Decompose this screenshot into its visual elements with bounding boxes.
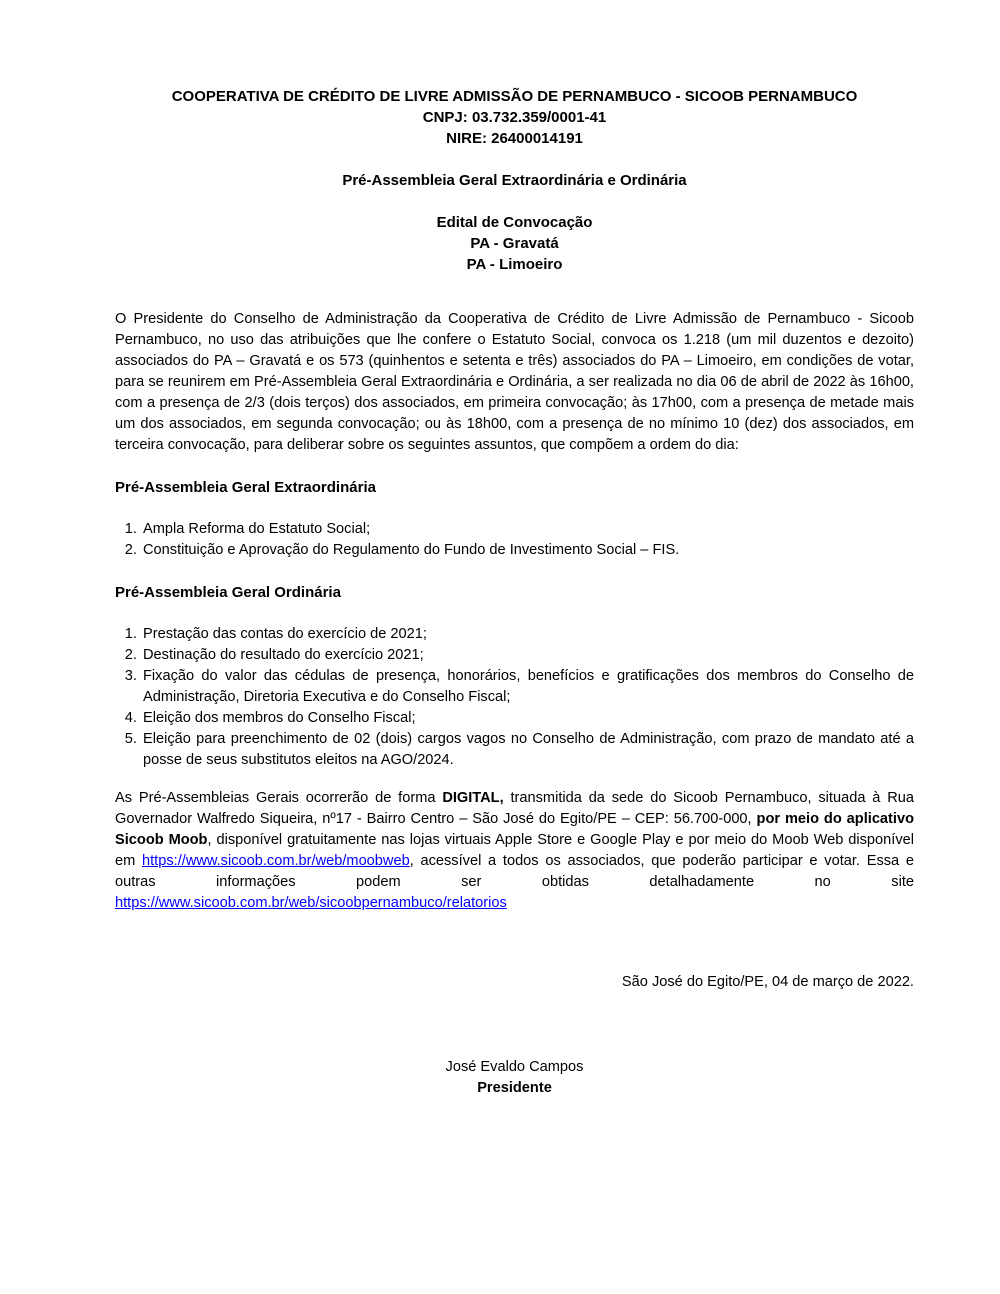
pa-limoeiro-line: PA - Limoeiro [466,256,563,273]
agenda-list-ordinaria [115,624,914,771]
meeting-title: Pré-Assembleia Geral Extraordinária e Ordinária [342,172,687,189]
digital-bold-word: DIGITAL, [442,790,504,806]
agenda-item: 1. Ampla Reforma do Estatuto Social; [141,519,914,540]
edital-block [115,212,914,275]
section-heading-ordinaria: Pré-Assembleia Geral Ordinária [115,584,341,601]
agenda-list-extraordinaria [115,519,914,561]
pa-gravata-line: PA - Gravatá [470,235,559,252]
intro-paragraph: O Presidente do Conselho de Administração da Cooperativa de Crédito de Livre Admissão de Pernambuco - Sicoob Pernambuco, no uso das atribuições que lhe confere o Estatuto Social, convoca os 1.218 (um mil duzentos e dezoito) associados do PA – Gravatá e os 573 (quinhentos e setenta e três) associados do PA – Limoeiro, em condições de votar, para se reunirem em Pré-Assembleia Geral Extraordinária e Ordinária, a ser realizada no dia 06 de abril de 2022 às 16h00, com a presença de 2/3 (dois terços) dos associados, em primeira convocação; às 17h00, com a presença de metade mais um dos associados, em segunda convocação; ou às 18h00, com a presença de no mínimo 10 (dez) dos associados, em terceira convocação, para deliberar sobre os seguintes assuntos, que compõem a ordem do dia: [115,311,914,453]
agenda-item: 2. Destinação do resultado do exercício 2021; [141,645,914,666]
signature-block [115,1057,914,1099]
agenda-item: 4. Eleição dos membros do Conselho Fiscal; [141,708,914,729]
moobweb-link[interactable]: https://www.sicoob.com.br/web/moobweb [142,853,410,869]
agenda-item: 5. Eleição para preenchimento de 02 (dois) cargos vagos no Conselho de Administração, com prazo de mandato até a posse de seus substitutos eleitos na AGO/2024. [141,729,914,771]
document-header [115,86,914,149]
digital-text-4: , acessível a todos os associados, que poderão participar e votar. Essa e outras informações podem ser obtidas detalhadamente no site [115,853,915,890]
date-line: São José do Egito/PE, 04 de março de 2022. [621,974,914,990]
agenda-item: 3. Fixação do valor das cédulas de presença, honorários, benefícios e gratificações dos membros do Conselho de Administração, Diretoria Executiva e do Conselho Fiscal; [141,666,914,708]
relatorios-link[interactable]: https://www.sicoob.com.br/web/sicoobpernambuco/relatorios [115,895,507,911]
digital-text-2: transmitida da sede do Sicoob Pernambuco, situada à Rua Governador Walfredo Siqueira, nº17 - Bairro Centro – São José do Egito/PE – CEP: 56.700-000, [115,790,914,827]
cnpj-line: CNPJ: 03.732.359/0001-41 [422,109,607,126]
nire-line: NIRE: 26400014191 [446,130,583,147]
digital-text-3: , disponível gratuitamente nas lojas virtuais Apple Store e Google Play e por meio do Moob Web disponível em [115,832,914,869]
agenda-item: 1. Prestação das contas do exercício de 2021; [141,624,914,645]
section-heading-extraordinaria: Pré-Assembleia Geral Extraordinária [115,479,376,496]
app-bold-phrase: por meio do aplicativo Sicoob Moob [115,811,914,848]
signer-name: José Evaldo Campos [445,1059,584,1075]
digital-text-1: As Pré-Assembleias Gerais ocorrerão de forma [115,790,443,806]
doc-title: Edital de Convocação [436,214,593,231]
agenda-item: 2. Constituição e Aprovação do Regulamento do Fundo de Investimento Social – FIS. [141,540,914,561]
signer-title: Presidente [477,1080,552,1096]
org-name: COOPERATIVA DE CRÉDITO DE LIVRE ADMISSÃO DE PERNAMBUCO - SICOOB PERNAMBUCO [171,88,858,105]
digital-paragraph [115,788,914,914]
